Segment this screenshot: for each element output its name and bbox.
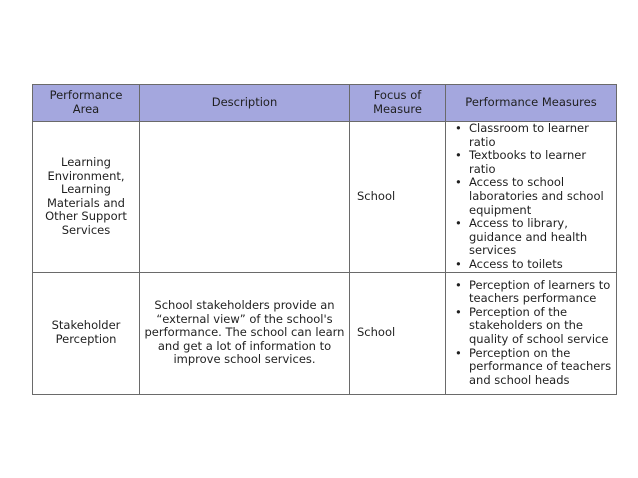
performance-area-cell: Stakeholder Perception bbox=[33, 272, 140, 394]
measure-item: • Textbooks to learner ratio bbox=[454, 149, 612, 176]
measure-item: • Perception on the performance of teachers and school heads bbox=[454, 347, 612, 388]
focus-of-measure-cell: School bbox=[350, 272, 446, 394]
focus-of-measure-cell: School bbox=[350, 122, 446, 273]
measure-item: • Perception of learners to teachers performance bbox=[454, 279, 612, 306]
measures-list bbox=[446, 279, 616, 388]
measure-item: • Access to school laboratories and school equipment bbox=[454, 176, 612, 217]
table-row bbox=[33, 122, 617, 273]
table-row bbox=[33, 272, 617, 394]
measure-item: • Perception of the stakeholders on the quality of school service bbox=[454, 306, 612, 347]
header-focus-of-measure: Focus of Measure bbox=[350, 85, 446, 122]
header-performance-area: Performance Area bbox=[33, 85, 140, 122]
table-header bbox=[33, 85, 617, 122]
table-body bbox=[33, 122, 617, 395]
header-performance-measures: Performance Measures bbox=[446, 85, 617, 122]
performance-table bbox=[32, 84, 617, 395]
measure-item: • Access to library, guidance and health services bbox=[454, 217, 612, 258]
description-cell bbox=[140, 122, 350, 273]
performance-area-cell: Learning Environment, Learning Materials and Other Support Services bbox=[33, 122, 140, 273]
header-description: Description bbox=[140, 85, 350, 122]
measure-item: • Classroom to learner ratio bbox=[454, 122, 612, 149]
header-row bbox=[33, 85, 617, 122]
performance-measures-cell bbox=[446, 272, 617, 394]
measure-item: • Access to toilets bbox=[454, 258, 612, 272]
performance-measures-cell bbox=[446, 122, 617, 273]
measures-list bbox=[446, 122, 616, 272]
description-cell: School stakeholders provide an “external view” of the school's performance. The school can learn and get a lot of information to improve school services. bbox=[140, 272, 350, 394]
